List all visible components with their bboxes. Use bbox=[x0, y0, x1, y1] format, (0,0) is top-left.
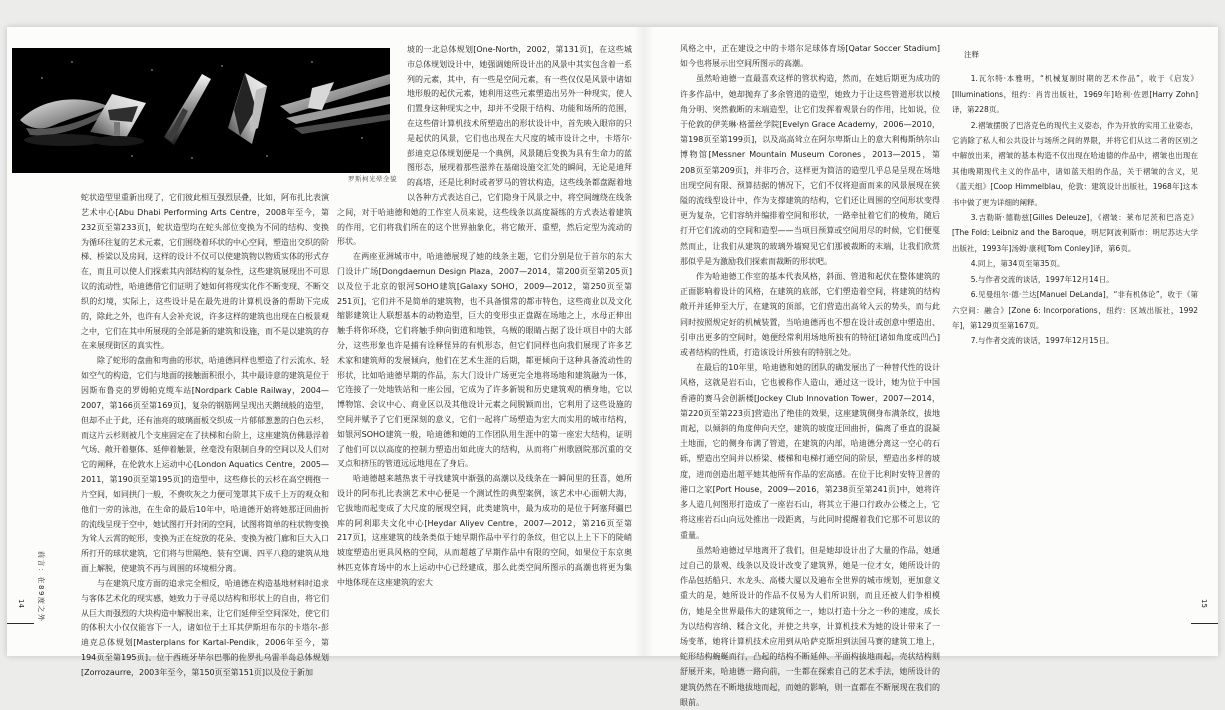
chapter-spine-title: 前言：在89度之外 bbox=[37, 551, 45, 623]
artwork-image bbox=[12, 48, 390, 173]
left-column-1 bbox=[81, 191, 329, 681]
body-paragraph: 除了蛇形的盘曲和弯曲的形状，哈迪德同样也塑造了行云流水、轻如空气的构造，它们与地面的接触面积很小，其中最诗意的建筑是位于因斯布鲁克的罗姆帕克缆车站[Nordpark Cable Railway，2004—2007，第166页至第169页]，复杂的钢筋网呈现出天鹅绒般的造型，但却不止于此，还有油亮的玻璃面板交织成一片郁郁葱葱的白色云杉，而这片云杉则被几个支座固定在了扶梯和台阶上，这座建筑仿佛悬浮着气场、敞开着躯体、延伸着触景，丝毫没有限制自身的空间以及人们对它的阐释，在伦敦水上运动中心[London Aquatics Centre，2005—2011，第190页至第195页]的造型中，这些修长的云杉在高空拥抱一片空间，如同拱门一般，不费吹灰之力便可笼罩其下成千上万的观众和他们一旁的泳池，在生命的最后10年中，哈迪德开始将她那迂回曲折的流线呈现于空中，她试图打开封闭的空间，试图将简单的柱状物变换为耸人云霄的蛇形，变换为正在绽放的花朵、变换为被门廊和巨大入口所打开的球状建筑，它们将与世隔绝、装有空调、四平八稳的建筑从地面上解脱，使建筑不再与周围的环境相分离。 bbox=[81, 356, 329, 574]
page-right bbox=[644, 27, 1218, 707]
book-spread bbox=[7, 27, 1218, 707]
page-gutter bbox=[634, 27, 654, 656]
body-paragraph: 蛇状造型里重新出现了，它们彼此相互强烈层叠，比如，阿布扎比表演艺术中心[Abu Dhabi Performing Arts Centre，2008年至今，第232页至第233页]，蛇状造型均在蛇头部位变换为不同的结构、变换为循环往复的艺术元素，它们围绕着环状的中心空间，塑造出交织的阶梯、桥梁以及房间，这样的设计不仅可以使建筑物以物质实体的形式存在，而且可以使人们探索其内部结构的复杂性，这些建筑展现出不可思议的流动性，哈迪德借它们证明了她如何将现实化作不断变现、不断交织的幻境，实际上，这些设计是在最先进的计算机设备的帮助下完成的，除此之外，也许有人会补充说，许多这样的建筑也出现在白板景观之中，它们在其中所展现的全部是新的建筑和设施，而不是以建筑的存在来展现街区的真实性。 bbox=[81, 193, 329, 351]
folio-rule bbox=[1191, 623, 1218, 624]
notes-column bbox=[952, 47, 1198, 349]
note-item: 4.同上，第34页至第35页。 bbox=[970, 259, 1065, 269]
note-item: 3.吉勒斯·德勒兹[Gilles Deleuze]，《褶皱：莱布尼茨和巴洛克》[The Fold: Leibniz and the Baroque，明尼阿波利斯市：明尼苏达大学出版社，1993年]汤姆·康利[Tom Conley]译，第6页。 bbox=[952, 213, 1198, 253]
body-paragraph: 作为哈迪德工作室的基本代表风格，斜面、管道和起伏在整体建筑的正面影响着设计的风格，在建筑的底部，它们塑造着空间，将建筑的结构敞开并延伸至大厅，在建筑的顶部，它们营造出高耸入云的势头，而与此同时按照规定好的机械装置，当哈迪德再也不想在设计或创意中塑造出、引申出更多的空间时，她便经常利用场地所独有的特征[诸如角度或凹凸]或者结构的性质，打造该设计所独有的特别之处。 bbox=[680, 272, 940, 358]
note-item: 7.与作者交流的谈话，1997年12月15日。 bbox=[970, 336, 1114, 346]
note-item: 5.与作者交流的谈话，1997年12月14日。 bbox=[970, 274, 1114, 284]
body-paragraph: 风格之中，正在建设之中的卡塔尔足球体育场[Qatar Soccer Stadium]如今也将展示出空间所图示的高潮。 bbox=[680, 44, 940, 69]
body-paragraph: 坡的一北总体规划[One-North，2002，第131页]，在这些城市总体规划设计中，她强调她所设计出的风景中其实包含着一系列的元素，其中，有一些是空间元素，有一些仅仅是风景中诸如地形般的起伏元素，她利用这些元素塑造出另外一种现实，使人们置身这种现实之中，却并不受限于结构、功能和场所的范围，在这些借计算机技术所塑造出的形状设计中，首先映入眼帘的只是起伏的风景，它们也出现在大尺度的城市设计之中，卡塔尔·彭迪克总体规划便是一个典例，风景随后变换为具有生命力的蓝图形态，展现着那些滋养在基础设施交汇处的瞬间，无论是迪拜的高塔，还是比利时或者罗马的管状构造，这些线条都盘踞着地以各种方式表达自己，它们隐身于风景之中，将空间缠绕在线条之间，对于哈迪德和她的工作室人员来说，这些线条以高度凝练的方式表达着建筑的作用，它们将我们所在的这个世界抽象化，将它敞开、重塑，然后定型为流动的形状。 bbox=[337, 45, 632, 247]
body-paragraph: 虽然哈迪德过早地离开了我们，但是她却设计出了大量的作品，她通过自己的景观、线条以及设计改变了建筑界，她是一位才女，她所设计的作品包括船只、水龙头、高楼大厦以及遍布全世界的城市规划，更加意义重大的是，她所设计的作品不仅易为人们所识别，而且还被人们争相模仿，她是全世界最伟大的建筑师之一，她以打造十分之一秒的速度，成长为以结构容纳、糅合文化，并使之共享，计算机技术为她的设计带来了一场变革，她将计算机技术应用到从哈萨克斯坦到法国马赛的建筑工地上，蛇形结构蜿蜒而行，凸起的结构不断延伸、平面构拔地而起，壳状结构则舒展开来，哈迪德一路向前，一生都在探索自己的艺术手法，她所设计的建筑仍然在不断地拔地而起，而她的影响，则一直都在不断展现在我们的眼前。 bbox=[680, 545, 940, 707]
right-column-1 bbox=[680, 41, 940, 710]
page-number-right: 15 bbox=[1200, 599, 1208, 608]
note-item: 6.见曼纽尔·德·兰达[Manuel DeLanda]，“非有机体论”，收于《第六空间：融合》[Zone 6: Incorporations，纽约：区域出版社，1992年]，第129页至第167页。 bbox=[952, 290, 1198, 330]
body-paragraph: 在最后的10年里，哈迪德和她的团队的确发展出了一种替代性的设计风格，这就是岩石山，它也被称作人造山，通过这一设计，她为位于中国香港的赛马会创新楼[Jockey Club Innovation Tower，2007—2014，第220页至第223页]营造出了绝佳的效果，这座建筑侧身布满条纹，拔地而起，以倾斜的角度伸向天空，建筑的坡度迂回曲折，偏离了垂直的混凝土地面，它的侧身布满了管道，在建筑的内部，哈迪德分离这一空心的石砾，塑造出空间并以桥梁、楼梯和电梯打通空间的阶层，塑造出多样的坡度，进而创造出超平她其他所有作品的宏高感。在位于比利时安特卫普的港口之家[Port House，2009—2016，第238页至第241页]中，她将许多人造几何图形打造成了一座岩石山，将其立于港口行政办公楼之上，它将这座岩石山向远处推出一段距离，与此同时提醒着我们它那不可思议的重量。 bbox=[680, 363, 940, 540]
folio-rule bbox=[7, 623, 34, 624]
page-left bbox=[7, 27, 644, 677]
notes-header: 注释 bbox=[964, 50, 979, 59]
body-paragraph: 哈迪德越来越热衷于寻找建筑中渐强的高潮以及线条在一瞬间里的狂喜，她所设计的阿布扎比表演艺术中心便是一个测试性的典型案例，该艺术中心面朝大海，它拔地而起变成了大尺度的展现空间，此类建筑中，最为成功的是位于阿塞拜疆巴库的阿利耶夫文化中心[Heydar Aliyev Centre，2007—2012，第216页至第217页]，这座建筑的线条类似于她早期作品中平行的条纹，但它以上上下下的陡峭坡度塑造出更具风格的空间，从而超越了早期作品中有限的空间，如果位于东京奥林匹克体育场中的水上运动中心已经建成，那么此类空间所图示的高潮也将更为集中地体现在这座建筑的宏大 bbox=[337, 474, 632, 587]
artwork-caption: 罗斯柯光晕全貌 bbox=[348, 175, 397, 183]
body-paragraph: 虽然哈迪德一直最喜欢这样的管状构造，然而，在她后期更为成功的许多作品中，她却抛弃了多余管道的造型，她致力于让这些管道形状以棱角分明、突然截断的末端造型，让它们发挥着观景台的作用，比如说，位于伦敦的伊芙琳·格蕾丝学院[Evelyn Grace Academy，2006—2010，第198页至第199页]，以及高高耸立在阿尔卑斯山上的意大利梅斯纳尔山博物馆[Messner Mountain Museum Corones，2013—2015，第208页至第209页]，并非巧合，这样更为简洁的造型几乎总是呈现在场地出现空间有限、预算拮据的情况下，它们不仅将迎面而来的风景展现在狭隘的流线型设计中，作为支撑建筑的结构，它们还让周围的空间形状变得更为复杂，它们容纳并编排着空间和形状，一路牵扯着它们的棱角，随后打开它们流动的空间和造型——当项目预算或空间用尽的时候，它们便戛然而止，让我们从建筑的玻璃外墙窥见它们那被裁断的末端，让我们欣赏那似乎是为激励我们探索而裁断的形状吧。 bbox=[680, 74, 940, 266]
image-wrap-spacer bbox=[337, 43, 407, 201]
page-number-left: 14 bbox=[17, 599, 25, 608]
note-item: 1.瓦尔特·本雅明，“机械复制时期的艺术作品”，收于《启发》[Illuminations，纽约：肖肯出版社，1969年]哈利·佐恩[Harry Zohn]译，第228页。 bbox=[952, 74, 1198, 115]
body-paragraph: 在两座亚洲城市中，哈迪德展现了她的线条主题，它们分别是位于首尔的东大门设计广场[Dongdaemun Design Plaza，2007—2014，第200页至第205页]以及位于北京的银河SOHO建筑[Galaxy SOHO，2009—2012，第250页至第251页]，它们并不是简单的建筑物，也不具备惯常的都市特色，这些商业以及文化缩影建筑让人联想基本的动物造型，巨大的变形虫正盘踞在场地之上，水母正伸出触手将你环绕，它们将触手伸向街道和地铁，乌贼的眼睛占据了设计项目中的大部分，这些形象也许是捕有诠释怪异的有机形态，但它们同样也向我们展现了许多艺术家和建筑师的发展倾向，他们在艺术生涯的后期，都更倾向于这种具备流动性的形状，比如哈迪德早期的作品，东大门设计广场更完全地将场地和建筑融为一体，它连接了一处地铁站和一座公园，它成为了许多新锐和历史建筑观的栖身地，它以博物馆、会议中心、商业区以及其他设计元素之间脱颖而出，它利用了这些设施的空间并赋予了它们更深刻的意义，它们一起将广场塑造为宏大而实用的城市结构，如银河SOHO建筑一般，哈迪德和她的工作团队用生涯中的第一座宏大结构，证明了他们可以以高度的控制力塑造出如此庞大的结构，从而将广州歌剧院那沉重的交叉点和挤压的管道远远地甩在了身后。 bbox=[337, 252, 632, 469]
hadid-renderings-artwork bbox=[12, 48, 390, 173]
note-item: 2.褶皱摆脱了巴洛克色的现代主义姿态，作为开放的实用工业姿态，它消除了私人和公共设计与场所之间的界限，并将它们从这二者的区别之中解放出来，褶皱的基本构造不仅出现在哈迪德的作品中，褶皱也出现在其他晚期现代主义的作品中，诸如蓝天组的作品，关于褶皱的含义，见《蓝天组》[Coop Himmelblau，伦敦：建筑设计出版社，1968年]这本书中做了更为详细的阐释。 bbox=[952, 120, 1198, 207]
left-column-2 bbox=[337, 43, 632, 590]
body-paragraph: 与在建筑尺度方面的追求完全相反，哈迪德在构造基地材料时追求与客体艺术化的现实感，她致力于寻觅以结构和形状上的自由，将它们从巨大而强烈的大块构造中解脱出来，让它们延伸至空间深处，使它们的体积大小仅仅能容下一人，诸如位于土耳其伊斯坦布尔的卡塔尔-彭迪克总体规划[Masterplans for Kartal-Pendik，2006年至今，第194页至第195页]、位于西班牙毕尔巴鄂的佐罗扎乌雷半岛总体规划[Zorrozaurre，2003年至今，第150页至第151页]以及位于新加 bbox=[81, 578, 329, 677]
